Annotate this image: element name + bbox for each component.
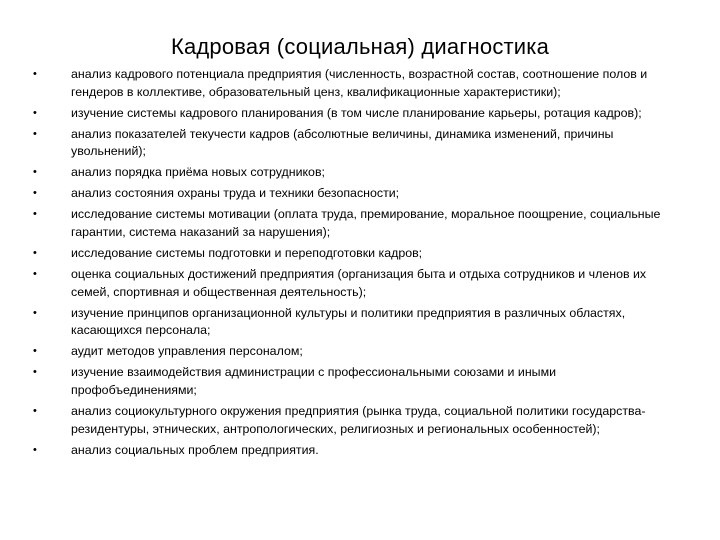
- list-item: [30, 245, 685, 263]
- list-item: [30, 185, 685, 203]
- bullet-icon: •: [33, 187, 37, 200]
- list-item: [30, 364, 685, 399]
- list-item: [30, 206, 685, 241]
- list-item-text: анализ кадрового потенциала предприятия (численность, возрастной состав, соотношение полов и гендеров в коллективе, образовательный ценз, квалификационные характеристики);: [71, 67, 648, 99]
- bullet-icon: •: [33, 306, 37, 319]
- list-item-text: анализ социальных проблем предприятия.: [71, 442, 319, 457]
- list-item-text: изучение принципов организационной культуры и политики предприятия в различных областях, касающихся персонала;: [71, 305, 626, 338]
- list-item: [30, 403, 685, 438]
- list-item-text: анализ порядка приёма новых сотрудников;: [71, 165, 325, 180]
- bullet-icon: •: [33, 68, 37, 80]
- list-item: [30, 105, 685, 123]
- list-item-text: анализ состояния охраны труда и техники безопасности;: [71, 186, 400, 201]
- bullet-icon: •: [33, 208, 37, 221]
- bullet-icon: •: [33, 106, 37, 119]
- slide-title: Кадровая (социальная) диагностика: [170, 34, 550, 59]
- bullet-icon: •: [33, 366, 37, 379]
- list-item: [30, 305, 685, 340]
- bullet-icon: •: [33, 127, 37, 140]
- bullet-icon: •: [33, 405, 37, 418]
- list-item-text: изучение взаимодействия администрации с профессиональными союзами и иными профобъединениями;: [71, 365, 557, 397]
- bullet-icon: •: [33, 268, 37, 281]
- list-item-text: исследование системы мотивации (оплата труда, премирование, моральное поощрение, социальные гарантии, система наказаний за нарушения);: [71, 207, 661, 239]
- list-item: [30, 266, 685, 301]
- list-item-text: анализ социокультурного окружения предприятия (рынка труда, социальной политики государства-резидентуры, этнических, антропологических, религиозных и региональных особенностей);: [71, 404, 646, 436]
- bullet-icon: •: [33, 247, 37, 260]
- list-item-text: исследование системы подготовки и переподготовки кадров;: [71, 246, 423, 261]
- bullet-list: [30, 66, 685, 463]
- bullet-icon: •: [33, 166, 37, 179]
- list-item: [30, 126, 685, 161]
- list-item-text: анализ показателей текучести кадров (абсолютные величины, динамика изменений, причины увольнений);: [71, 126, 614, 159]
- bullet-icon: •: [33, 345, 37, 358]
- list-item-text: изучение системы кадрового планирования (в том числе планирование карьеры, ротация кадров);: [71, 105, 642, 120]
- list-item: [30, 442, 685, 460]
- list-item-text: аудит методов управления персоналом;: [71, 344, 303, 359]
- bullet-icon: •: [33, 443, 37, 456]
- list-item: [30, 164, 685, 182]
- list-item: [30, 343, 685, 361]
- list-item: [30, 66, 685, 101]
- list-item-text: оценка социальных достижений предприятия (организация быта и отдыха сотрудников и членов их семей, спортивная и общественная деятельность);: [71, 267, 647, 299]
